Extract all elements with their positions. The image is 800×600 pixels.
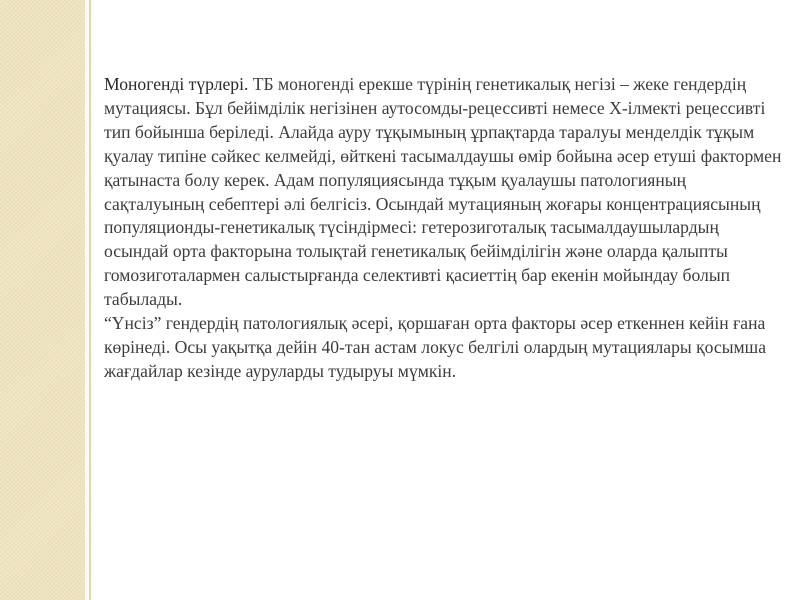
paragraph-text: ТБ моногенді ерекше түрінің генетикалық негізі – жеке гендердің мутациясы. Бұл бейімділік негізінен аутосомды-рецессивті немесе X-ілмекті рецессивті тип бойынша беріледі. Алайда ауру тұқымының ұрпақтарда таралуы менделдік тұқым қуалау типіне сәйкес келмейді, өйткені тасымалдаушы өмір бойына әсер етуші фактормен қатынаста болу керек. Адам популяциясында тұқым қуалаушы патологияның сақталуының себептері әлі белгісіз. Осындай мутацияның жоғары концентрациясының популяционды-генетикалық түсіндірмесі: гетерозиготалық тасымалдаушылардың осындай орта факторына толықтай генетикалық бейімділігін және оларда қалыпты гомозиготалармен салыстырғанда селективті қасиеттің бар екенін мойындау болып табылады. bbox=[104, 74, 782, 310]
decorative-side-line bbox=[89, 0, 91, 600]
paragraph-lead: Моногенді түрлері. bbox=[104, 74, 249, 94]
paragraph-monogenic-types bbox=[104, 73, 784, 312]
decorative-side-band bbox=[0, 0, 85, 600]
paragraph-text: “Үнсіз” гендердің патологиялық әсері, қоршаған орта факторы әсер еткеннен кейін ғана көрінеді. Осы уақытқа дейін 40-тан астам локус белгілі олардың мутациялары қосымша жағдайлар кезінде ауруларды тудыруы мүмкін. bbox=[104, 313, 767, 381]
paragraph-silent-genes bbox=[104, 312, 784, 384]
slide-body-text bbox=[104, 73, 784, 384]
